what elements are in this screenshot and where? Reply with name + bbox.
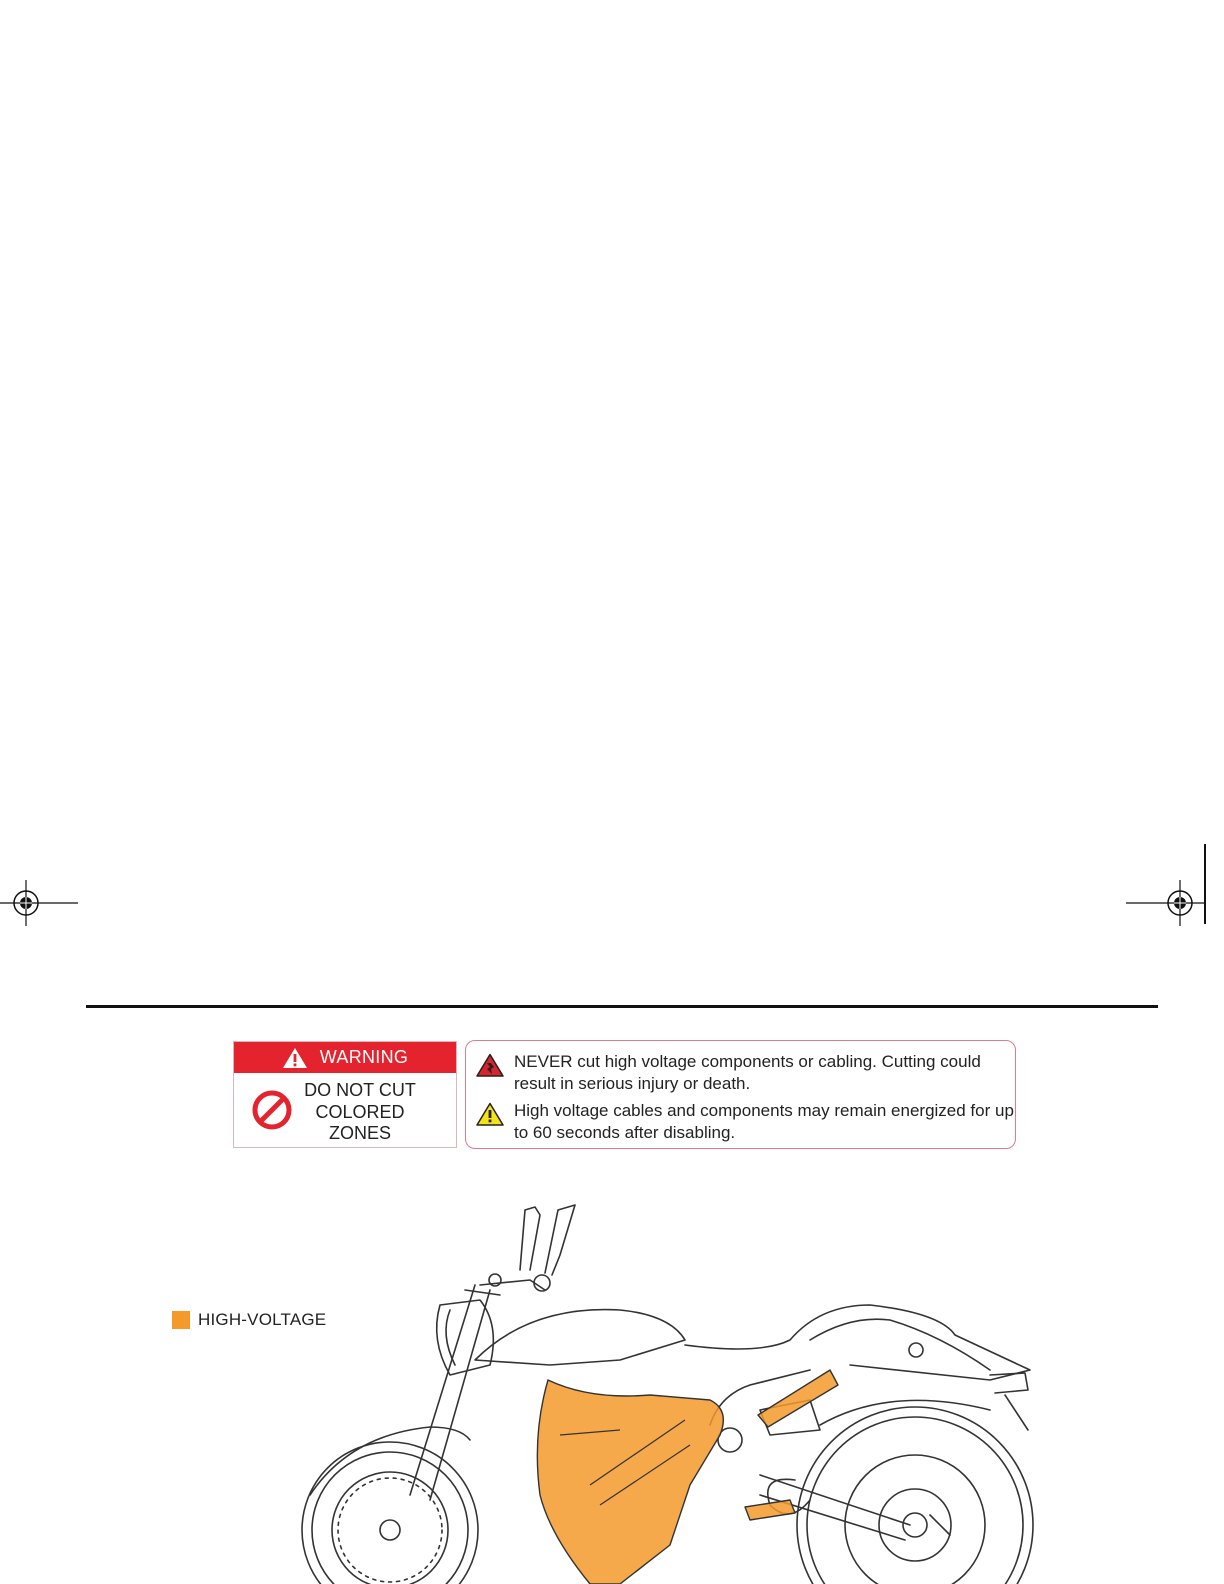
warning-header-text: WARNING — [319, 1047, 409, 1067]
safety-messages — [465, 1040, 1016, 1149]
safety-message-danger — [476, 1051, 1014, 1094]
high-voltage-zone — [537, 1370, 838, 1584]
warning-line-3: ZONES — [328, 1123, 391, 1143]
warning-triangle-icon — [282, 1047, 308, 1069]
registration-mark-right-icon — [1124, 878, 1204, 928]
warning-label — [233, 1041, 457, 1148]
warning-header — [234, 1042, 456, 1073]
trim-line — [1204, 844, 1206, 924]
registration-mark-left-icon — [0, 878, 80, 928]
front-wheel — [302, 1442, 478, 1584]
legend-swatch — [172, 1311, 190, 1329]
caution-triangle-icon — [476, 1102, 504, 1126]
safety-message-danger-text: NEVER cut high voltage components or cabling. Cutting could result in serious injury or death. — [514, 1052, 981, 1093]
warning-line-1: DO NOT CUT — [304, 1080, 416, 1100]
safety-message-caution — [476, 1100, 1014, 1143]
motorcycle-illustration — [290, 1195, 1050, 1584]
safety-message-caution-text: High voltage cables and components may remain energized for up to 60 seconds after disabling. — [514, 1101, 1014, 1142]
warning-body — [234, 1073, 456, 1149]
section-rule — [86, 1005, 1158, 1008]
danger-triangle-icon — [476, 1053, 504, 1077]
rear-wheel — [797, 1407, 1033, 1584]
warning-body-text — [296, 1080, 424, 1145]
warning-line-2: COLORED — [315, 1101, 405, 1122]
legend-label: HIGH-VOLTAGE — [198, 1310, 327, 1329]
prohibited-icon — [251, 1089, 293, 1131]
